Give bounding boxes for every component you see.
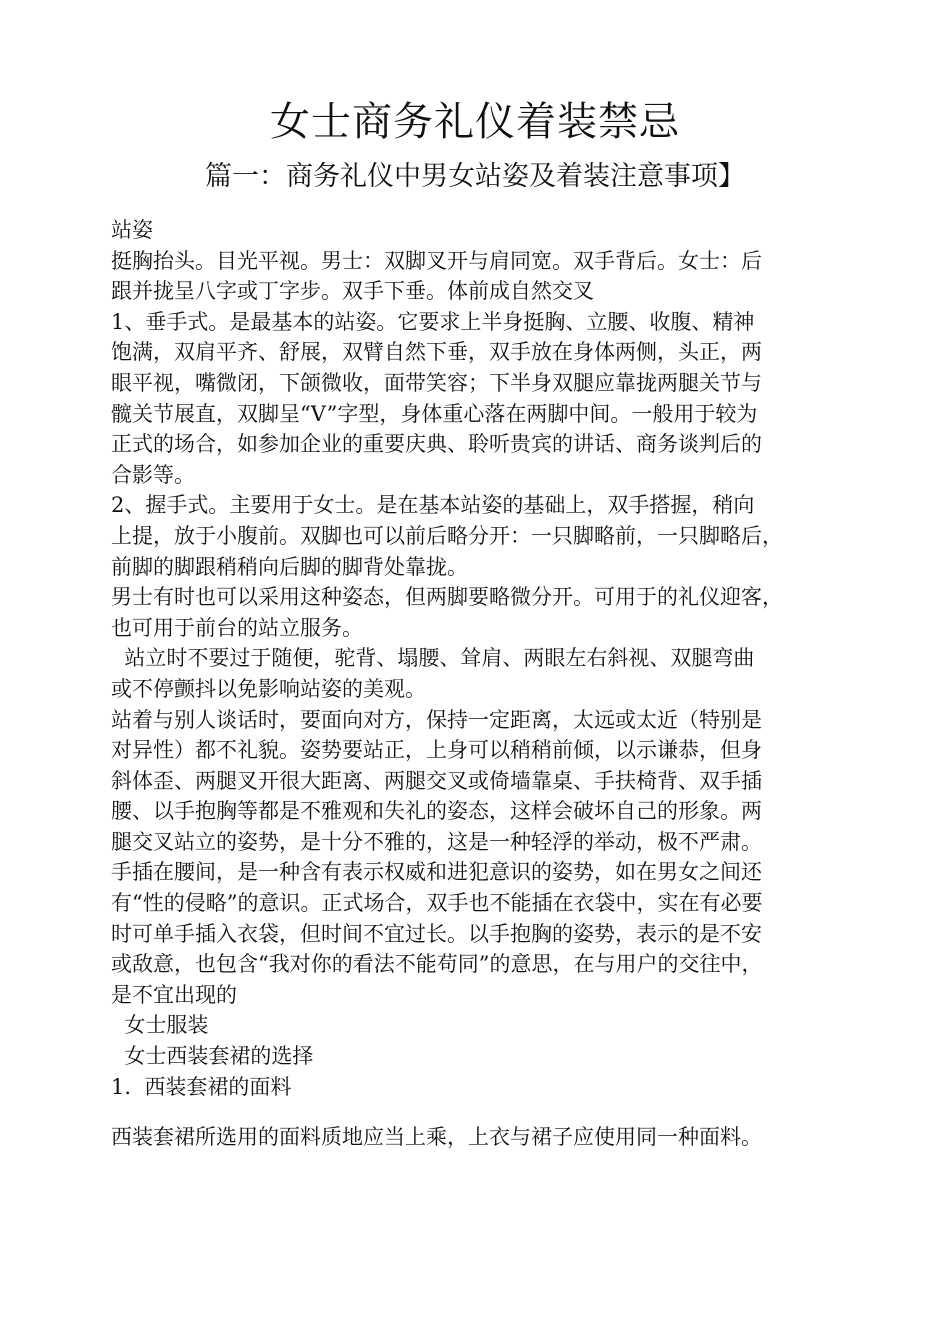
body-line: 时可单手插入衣袋，但时间不宜过长。以手抱胸的姿势，表示的是不安	[111, 921, 762, 946]
body-line: 站立时不要过于随便，驼背、塌腰、耸肩、两眼左右斜视、双腿弯曲	[111, 646, 755, 671]
body-line: 上提，放于小腹前。双脚也可以前后略分开：一只脚略前，一只脚略后，	[111, 523, 783, 548]
body-line: 跟并拢呈八字或丁字步。双手下垂。体前成自然交叉	[111, 279, 594, 304]
body-line: 腰、以手抱胸等都是不雅观和失礼的姿态，这样会破坏自己的形象。两	[111, 799, 762, 824]
section-subheading: 女士西装套裙的选择	[111, 1044, 314, 1069]
body-line: 有“性的侵略”的意识。正式场合，双手也不能插在衣袋中，实在有必要	[111, 891, 763, 916]
body-line: 或不停颤抖以免影响站姿的美观。	[111, 676, 426, 701]
body-line-final: 西装套裙所选用的面料质地应当上乘，上衣与裙子应使用同一种面料。	[111, 1125, 762, 1150]
body-line: 合影等。	[111, 462, 195, 487]
body-line: 对异性）都不礼貌。姿势要站正，上身可以稍稍前倾，以示谦恭，但身	[111, 738, 762, 763]
body-line: 或敌意，也包含“我对你的看法不能苟同”的意思，在与用户的交往中，	[111, 952, 763, 977]
body-line: 2、握手式。主要用于女士。是在基本站姿的基础上，双手搭握，稍向	[111, 493, 755, 518]
body-line: 1、垂手式。是最基本的站姿。它要求上半身挺胸、立腰、收腹、精神	[111, 309, 755, 334]
body-line: 正式的场合，如参加企业的重要庆典、聆听贵宾的讲话、商务谈判后的	[111, 432, 762, 457]
body-line: 男士有时也可以采用这种姿态，但两脚要略微分开。可用于的礼仪迎客，	[111, 585, 783, 610]
body-line: 挺胸抬头。目光平视。男士：双脚叉开与肩同宽。双手背后。女士：后	[111, 248, 762, 273]
body-line: 斜体歪、两腿叉开很大距离、两腿交叉或倚墙靠桌、手扶椅背、双手插	[111, 768, 762, 793]
body-line: 站着与别人谈话时，要面向对方，保持一定距离，太远或太近（特别是	[111, 707, 762, 732]
section-heading: 女士服装	[111, 1013, 209, 1038]
document-body	[111, 215, 841, 1153]
paragraph-gap	[111, 1102, 841, 1122]
document-subtitle: 篇一：商务礼仪中男女站姿及着装注意事项】	[205, 161, 745, 192]
numbered-heading: 1. 西装套裙的面料	[111, 1074, 292, 1099]
body-line: 是不宜出现的	[111, 982, 237, 1007]
document-title: 女士商务礼仪着装禁忌	[270, 99, 680, 145]
body-line: 饱满，双肩平齐、舒展，双臂自然下垂，双手放在身体两侧，头正，两	[111, 340, 762, 365]
body-line: 前脚的脚跟稍稍向后脚的脚背处靠拢。	[111, 554, 468, 579]
body-line: 眼平视，嘴微闭，下颌微收，面带笑容；下半身双腿应靠拢两腿关节与	[111, 370, 762, 395]
body-line: 站姿	[111, 218, 153, 242]
body-line: 腿交叉站立的姿势，是十分不雅的，这是一种轻浮的举动，极不严肃。	[111, 829, 762, 854]
body-line: 也可用于前台的站立服务。	[111, 615, 363, 640]
body-line: 手插在腰间，是一种含有表示权威和进犯意识的姿势，如在男女之间还	[111, 860, 762, 885]
body-line: 髋关节展直，双脚呈“V”字型，身体重心落在两脚中间。一般用于较为	[111, 401, 758, 426]
